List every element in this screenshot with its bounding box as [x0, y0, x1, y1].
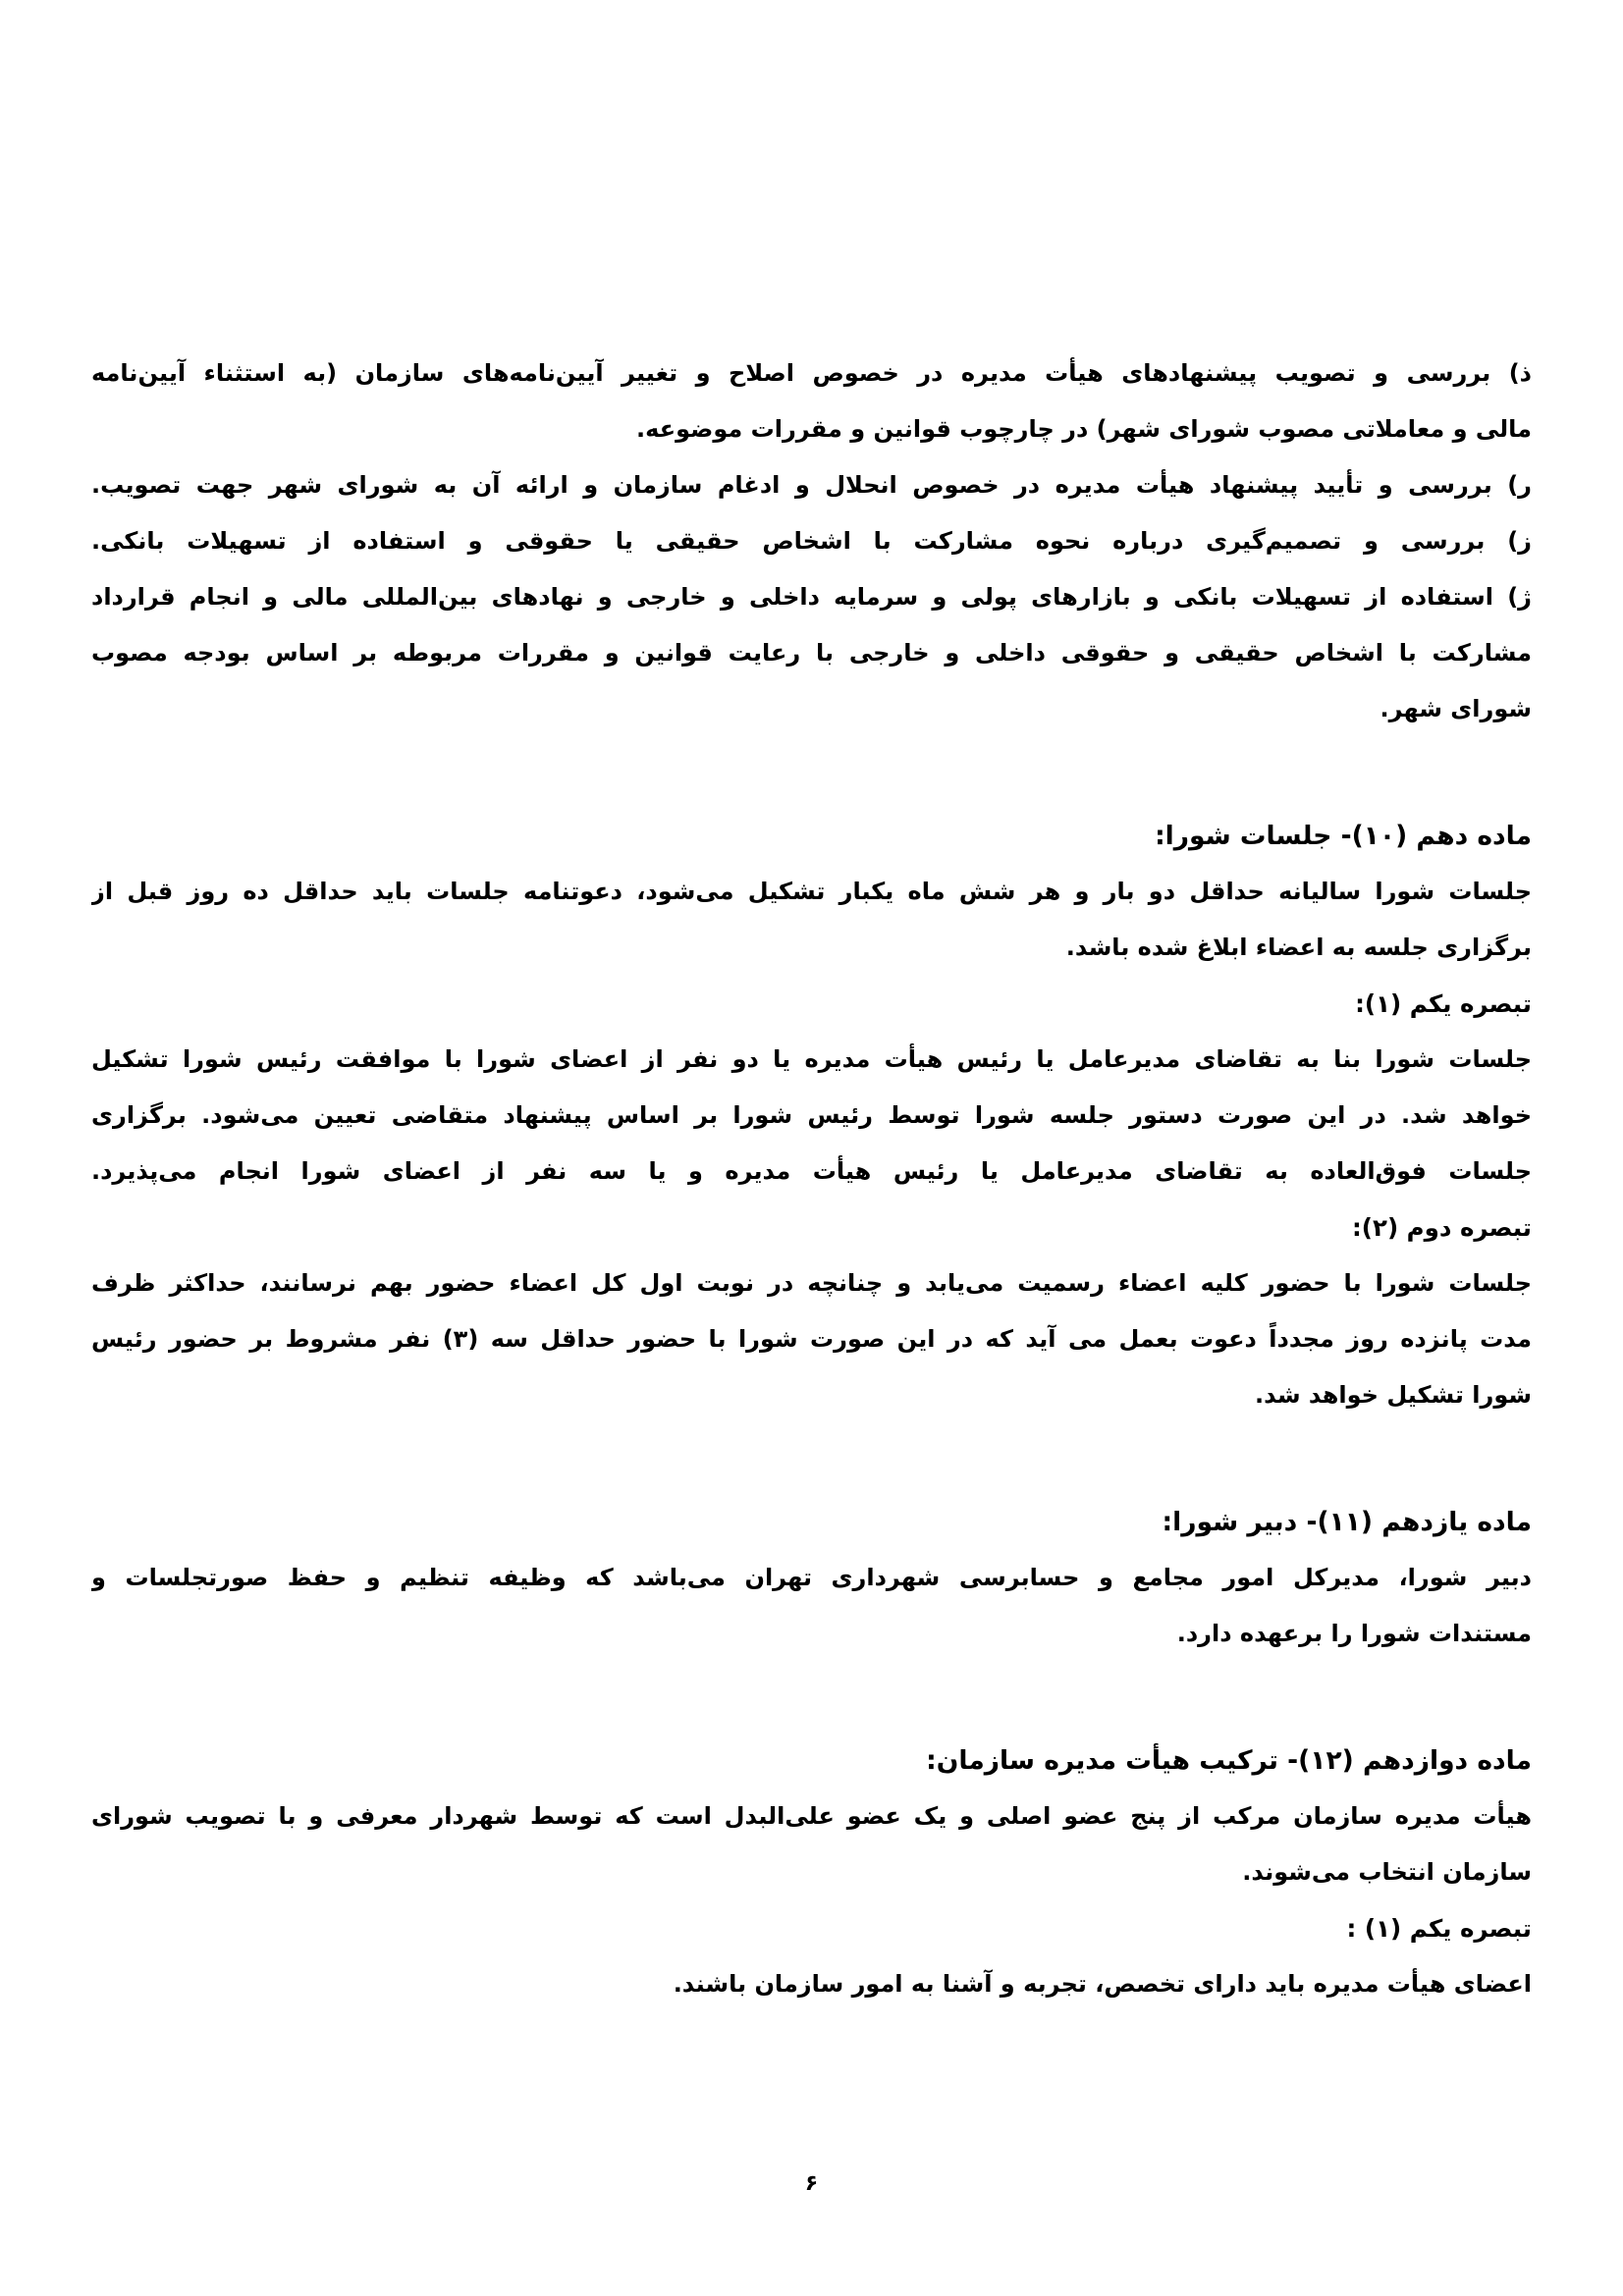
article-11-heading: ماده یازدهم (۱۱)- دبیر شورا: [1162, 1507, 1532, 1537]
article-10-heading: ماده دهم (۱۰)- جلسات شورا: [1155, 821, 1532, 851]
body-line: اعضای هیأت مدیره باید دارای تخصص، تجربه و آشنا به امور سازمان باشند. [673, 1970, 1532, 1998]
page-number: ۶ [804, 2171, 819, 2196]
note-1-heading: تبصره یکم (۱): [1355, 989, 1532, 1018]
body-line: دبیر شورا، مدیرکل امور مجامع و حسابرسی شهرداری تهران می‌باشد که وظیفه تنظیم و حفظ صورتجلسات و [91, 1564, 1532, 1591]
body-line: جلسات شورا بنا به تقاضای مدیرعامل یا رئیس هیأت مدیره یا دو نفر از اعضای شورا با موافقت رئیس شورا تشکیل [91, 1045, 1532, 1073]
body-line: خواهد شد. در این صورت دستور جلسه شورا توسط رئیس شورا بر اساس پیشنهاد متقاضی تعیین می‌شود. برگزاری [91, 1101, 1532, 1129]
note-1-heading-article-12: تبصره یکم (۱) : [1346, 1914, 1532, 1943]
body-line: ذ) بررسی و تصویب پیشنهادهای هیأت مدیره در خصوص اصلاح و تغییر آیین‌نامه‌های سازمان (به استثناء آیین‌نامه [91, 359, 1532, 387]
body-line: هیأت مدیره سازمان مرکب از پنج عضو اصلی و یک عضو علی‌البدل است که توسط شهردار معرفی و با تصویب شورای [91, 1802, 1532, 1830]
article-12-heading: ماده دوازدهم (۱۲)- ترکیب هیأت مدیره سازمان: [926, 1745, 1532, 1776]
body-line: مشارکت با اشخاص حقیقی و حقوقی داخلی و خارجی با رعایت قوانین و مقررات مربوطه بر اساس بودجه مصوب [91, 639, 1532, 667]
body-line: جلسات فوق‌العاده به تقاضای مدیرعامل یا رئیس هیأت مدیره و یا سه نفر از اعضای شورا انجام می‌پذیرد. [91, 1157, 1532, 1185]
body-line: مالی و معاملاتی مصوب شورای شهر) در چارچوب قوانین و مقررات موضوعه. [636, 415, 1532, 443]
document-body [91, 346, 1532, 2012]
body-line: مدت پانزده روز مجدداً دعوت بعمل می آید که در این صورت شورا با حضور حداقل سه (۳) نفر مشروط بر حضور رئیس [91, 1325, 1532, 1353]
body-line: ژ) استفاده از تسهیلات بانکی و بازارهای پولی و سرمایه داخلی و خارجی و نهادهای بین‌المللی مالی و انجام قرارداد [91, 583, 1532, 611]
note-2-heading: تبصره دوم (۲): [1351, 1213, 1532, 1242]
body-line: ز) بررسی و تصمیم‌گیری درباره نحوه مشارکت با اشخاص حقیقی یا حقوقی و استفاده از تسهیلات بانکی. [91, 527, 1532, 555]
body-line: ر) بررسی و تأیید پیشنهاد هیأت مدیره در خصوص انحلال و ادغام سازمان و ارائه آن به شورای شهر جهت تصویب. [91, 471, 1532, 499]
body-line: شورا تشکیل خواهد شد. [1254, 1381, 1532, 1409]
body-line: شورای شهر. [1380, 695, 1532, 722]
body-line: مستندات شورا را برعهده دارد. [1176, 1620, 1532, 1647]
body-line: جلسات شورا سالیانه حداقل دو بار و هر شش ماه یکبار تشکیل می‌شود، دعوتنامه جلسات باید حداقل ده روز قبل از [91, 878, 1532, 905]
body-line: جلسات شورا با حضور کلیه اعضاء رسمیت می‌یابد و چنانچه در نوبت اول کل اعضاء حضور بهم نرسانند، حداکثر ظرف [91, 1269, 1532, 1297]
body-line: سازمان انتخاب می‌شوند. [1242, 1858, 1532, 1886]
body-line: برگزاری جلسه به اعضاء ابلاغ شده باشد. [1065, 934, 1532, 961]
